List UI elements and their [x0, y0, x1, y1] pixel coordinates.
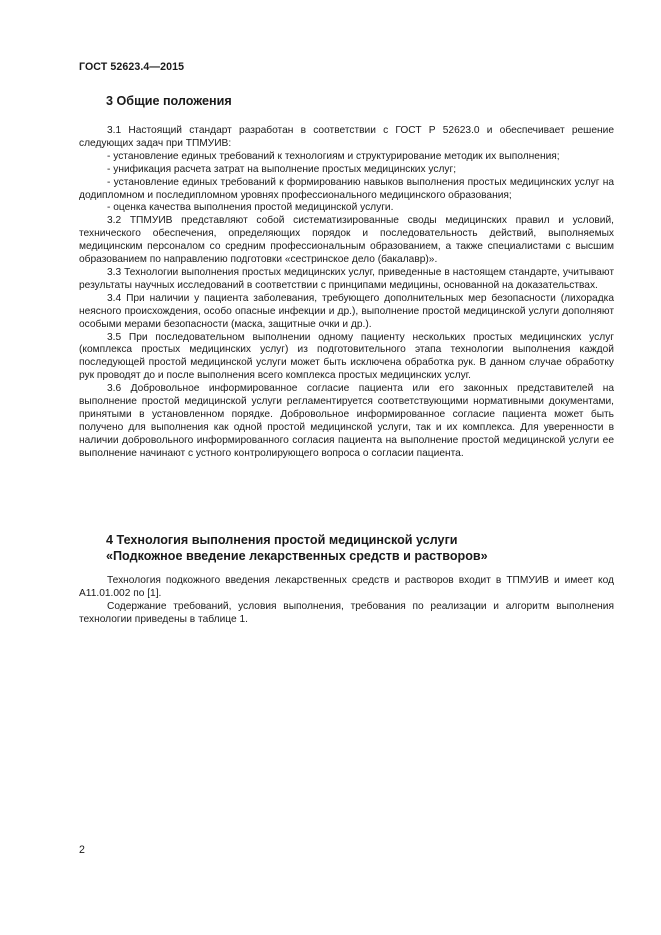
paragraph: Содержание требований, условия выполнения, требования по реализации и алгоритм выполнения технологии приведены в таблице 1. [79, 600, 614, 625]
page-number: 2 [79, 844, 85, 856]
document-code: ГОСТ 52623.4—2015 [79, 61, 185, 73]
paragraph: 3.1 Настоящий стандарт разработан в соответствии с ГОСТ Р 52623.0 и обеспечивает решение следующих задач при ТПМУИВ: [79, 125, 614, 149]
section-4-body [79, 575, 614, 627]
section-3-body [79, 125, 614, 461]
section-4-title-line1: 4 Технология выполнения простой медицинской услуги [106, 533, 458, 547]
list-item: - унификация расчета затрат на выполнение простых медицинских услуг; [107, 163, 457, 175]
paragraph: 3.5 При последовательном выполнении одному пациенту нескольких простых медицинских услуг (комплекса простых медицинских услуг) из подготовительного этапа технологии выполнения каждой последующей простой медицинской услуги может быть исключена обработка рук. В данном случае обработку рук проводят до и после выполнения всего комплекса простых медицинских услуг. [79, 331, 614, 382]
paragraph: 3.6 Добровольное информированное согласие пациента или его законных представителей на выполнение простой медицинской услуги регламентируется соответствующими нормативными документами, принятыми в установленном порядке. Добровольное информированное согласие пациента может быть получено для выполнения как одной простой медицинской услуги, так и их комплекса. Для уверенности в наличии добровольного информированного согласия пациента на выполнение простой медицинской услуги ее выполнение начинают с устного контролирующего вопроса о согласии пациента. [79, 383, 614, 459]
section-3-title: 3 Общие положения [106, 94, 232, 108]
list-item: - установление единых требований к технологиям и структурирование методик их выполнения; [107, 150, 560, 162]
list-item: - установление единых требований к формированию навыков выполнения простых медицинских услуг на додипломном и последипломном уровнях профессионального медицинского образования; [79, 176, 614, 201]
section-4-title-line2: «Подкожное введение лекарственных средств и растворов» [106, 549, 488, 563]
paragraph: 3.3 Технологии выполнения простых медицинских услуг, приведенные в настоящем стандарте, учитывают результаты научных исследований в соответствии с принципами медицины, основанной на доказательствах. [79, 266, 614, 291]
paragraph: Технология подкожного введения лекарственных средств и растворов входит в ТПМУИВ и имеет код А11.01.002 по [1]. [79, 575, 614, 599]
list-item: - оценка качества выполнения простой медицинской услуги. [107, 202, 394, 214]
section-4-title [106, 532, 488, 564]
paragraph: 3.4 При наличии у пациента заболевания, требующего дополнительных мер безопасности (лихорадка неясного происхождения, особо опасные инфекции и др.), выполнение простой медицинской услуги дополняют особыми мерами безопасности (маска, защитные очки и др.). [79, 292, 614, 330]
paragraph: 3.2 ТПМУИВ представляют собой систематизированные своды медицинских правил и условий, технического обеспечения, определяющих порядок и последовательность действий, выполняемых медицинским персоналом со средним профессиональным образованием, а также специалистами с высшим образованием по направлению подготовки «сестринское дело (бакалавр)». [79, 215, 614, 266]
